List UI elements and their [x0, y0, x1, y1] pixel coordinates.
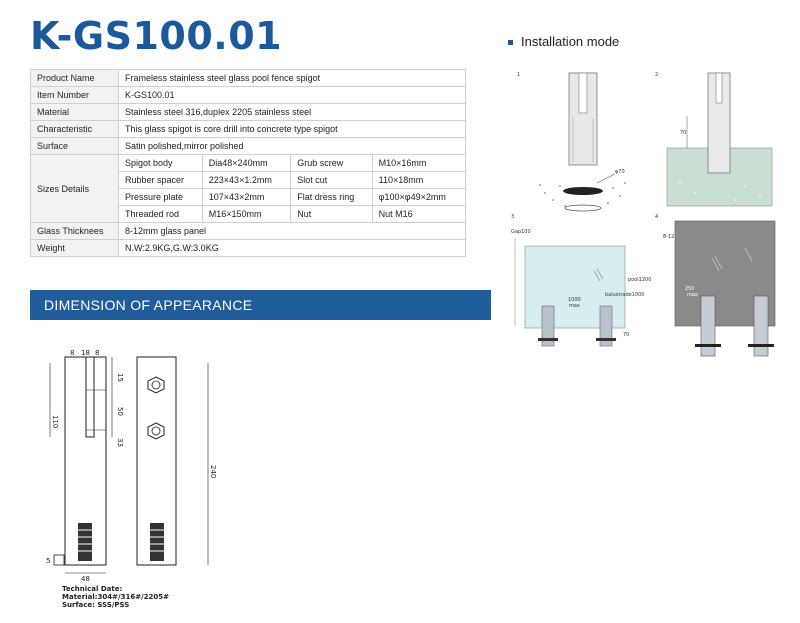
dim-label: 8 — [70, 349, 75, 357]
size-cell: M10×16mm — [372, 155, 465, 172]
size-cell: M16×150mm — [202, 206, 290, 223]
size-cell: Nut M16 — [372, 206, 465, 223]
glass-slot — [86, 357, 94, 437]
dim-label: 5 — [46, 557, 51, 565]
step-number: 1 — [517, 72, 521, 78]
size-cell: 223×43×1.2mm — [202, 172, 290, 189]
spec-label: Product Name — [31, 70, 119, 87]
spec-value: Frameless stainless steel glass pool fence spigot — [119, 70, 466, 87]
size-cell: Flat dress ring — [291, 189, 372, 206]
thread-block — [78, 523, 92, 561]
spec-label: Material — [31, 104, 119, 121]
technical-data — [62, 585, 169, 609]
step-number: 2 — [655, 72, 659, 78]
dim-label: max — [569, 303, 580, 309]
spec-value: This glass spigot is core drill into concrete type spigot — [119, 121, 466, 138]
step-1-spigot — [569, 73, 597, 165]
table-row — [31, 223, 466, 240]
table-row — [31, 138, 466, 155]
dim-label: pool1200 — [628, 277, 652, 283]
size-cell: 107×43×2mm — [202, 189, 290, 206]
step-number: 3 — [511, 214, 515, 220]
size-cell: Slot cut — [291, 172, 372, 189]
installation-diagrams — [505, 68, 795, 368]
dim-label: 15 — [116, 373, 124, 382]
spec-label: Sizes Details — [31, 155, 119, 223]
spec-label: Glass Thicknees — [31, 223, 119, 240]
dim-label: 250 — [685, 286, 695, 292]
size-cell: Threaded rod — [119, 206, 203, 223]
hex-bolt-icon — [148, 377, 164, 393]
spec-value: K-GS100.01 — [119, 87, 466, 104]
table-row — [31, 121, 466, 138]
table-row — [31, 87, 466, 104]
dim-label: Gap100 — [511, 229, 531, 235]
dim-label: 110 — [51, 415, 59, 429]
size-cell: φ100×φ49×2mm — [372, 189, 465, 206]
dimension-heading: DIMENSION OF APPEARANCE — [30, 290, 491, 320]
size-cell: Grub screw — [291, 155, 372, 172]
bullet-square-icon — [508, 40, 513, 45]
installation-heading-text: Installation mode — [521, 34, 620, 49]
spec-label: Weight — [31, 240, 119, 257]
spec-table — [30, 69, 466, 257]
dim-label: 240 — [209, 465, 217, 479]
spec-value: 8-12mm glass panel — [119, 223, 466, 240]
thread-block — [150, 523, 164, 561]
table-row — [31, 155, 466, 172]
page-title: K-GS100.01 — [30, 14, 283, 58]
size-cell: Dia48×240mm — [202, 155, 290, 172]
dim-label: 50 — [116, 407, 124, 416]
installation-heading — [508, 34, 619, 49]
size-cell: Spigot body — [119, 155, 203, 172]
dim-label: 8 — [95, 349, 100, 357]
size-cell: Rubber spacer — [119, 172, 203, 189]
dim-label: 70 — [623, 332, 630, 338]
step-2-spigot — [708, 73, 730, 173]
spec-value: Satin polished,mirror polished — [119, 138, 466, 155]
spec-label: Characteristic — [31, 121, 119, 138]
dimension-drawing — [40, 345, 230, 585]
size-cell: Nut — [291, 206, 372, 223]
dim-label: 8-12 — [663, 234, 675, 240]
technical-material: Material:304#/316#/2205# — [62, 593, 169, 601]
step-number: 4 — [655, 214, 659, 220]
dim-label: 33 — [116, 438, 124, 447]
spec-value: Stainless steel 316,duplex 2205 stainless steel — [119, 104, 466, 121]
table-row — [31, 240, 466, 257]
dim-label: 70 — [680, 130, 687, 136]
dim-label: 18 — [81, 349, 90, 357]
spec-value: N.W:2.9KG,G.W:3.0KG — [119, 240, 466, 257]
dim-label: 1000 — [568, 297, 581, 303]
size-cell: Pressure plate — [119, 189, 203, 206]
table-row — [31, 70, 466, 87]
technical-title: Technical Date: — [62, 585, 123, 593]
technical-surface: Surface: SSS/PSS — [62, 601, 130, 609]
dim-label: 48 — [81, 575, 90, 583]
spec-label: Surface — [31, 138, 119, 155]
spec-label: Item Number — [31, 87, 119, 104]
dim-label: balustrade1000 — [605, 292, 645, 298]
size-cell: 110×18mm — [372, 172, 465, 189]
dim-label: max — [687, 292, 698, 298]
dim-label: φ70 — [615, 169, 625, 175]
table-row — [31, 104, 466, 121]
hex-bolt-icon — [148, 423, 164, 439]
